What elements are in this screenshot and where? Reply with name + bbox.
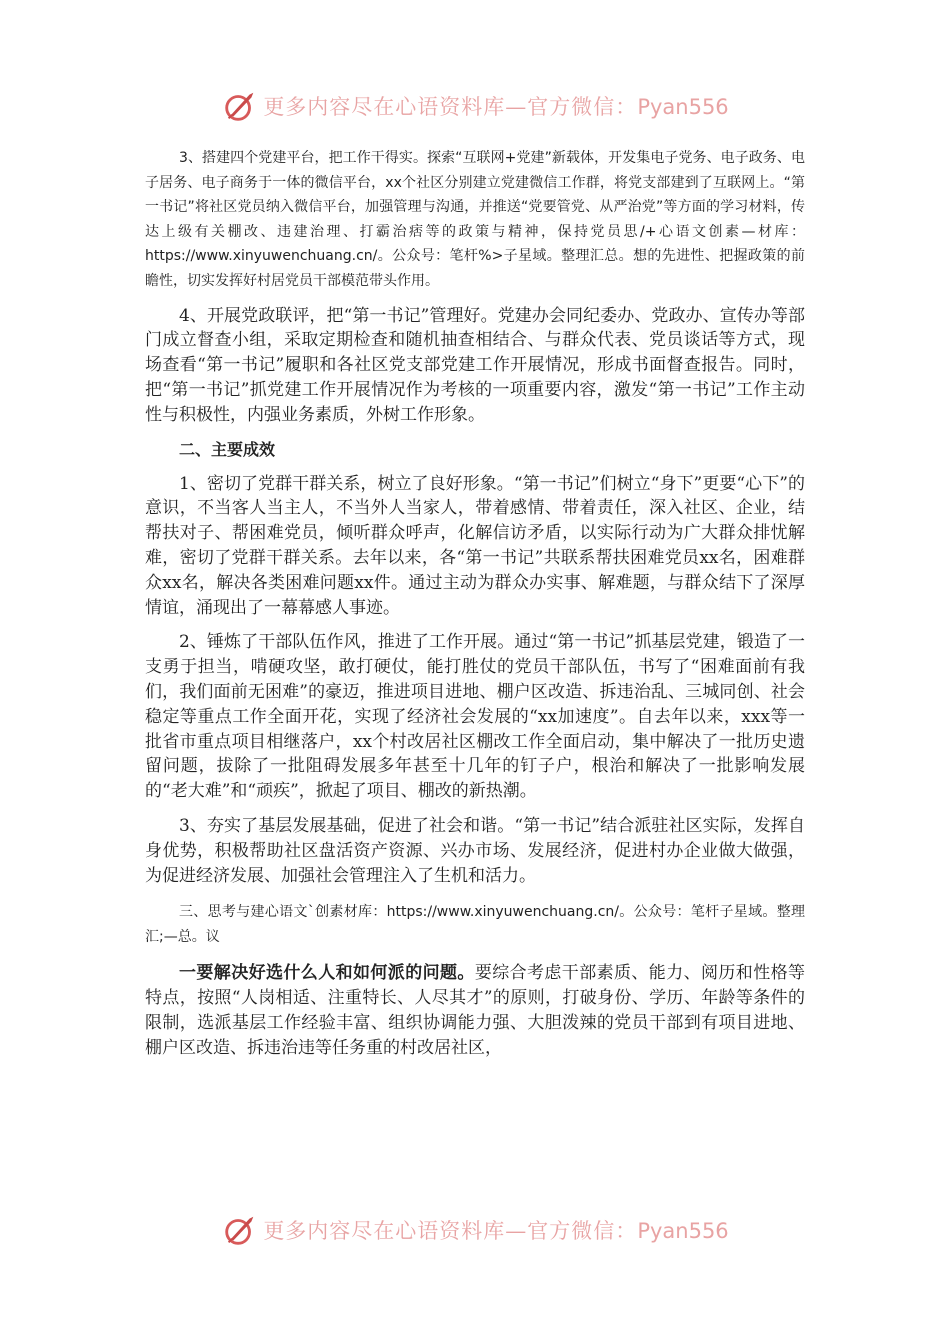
paragraph-result-3: 3、夯实了基层发展基础，促进了社会和谐。“第一书记”结合派驻社区实际，发挥自身优势，积极帮助社区盘活资产资源、兴办市场、发展经济，促进村办企业做大做强，为促进经济发展、加强社会管理注入了生机和活力。 bbox=[145, 815, 805, 886]
footer-watermark-banner bbox=[0, 1210, 950, 1250]
paragraph-result-1: 1、密切了党群干群关系，树立了良好形象。“第一书记”们树立“身下”更要“心下”的意识，不当客人当主人，不当外人当家人，带着感情、带着责任，深入社区、企业，结帮扶对子、帮困难党员，倾听群众呼声，化解信访矛盾，以实际行动为广大群众排忧解难，密切了党群干群关系。去年以来，各“第一书记”共联系帮扶困难党员xx名，困难群众xx名，解决各类困难问题xx件。通过主动为群众办实事、解难题，与群众结下了深厚情谊，涌现出了一幕幕感人事迹。 bbox=[145, 473, 805, 618]
banner-text bbox=[263, 1215, 728, 1245]
quill-logo-icon bbox=[221, 1211, 259, 1249]
banner-brand: Pyan556 bbox=[637, 1219, 729, 1243]
banner-brand: Pyan556 bbox=[637, 95, 729, 119]
banner-main-text: 更多内容尽在心语资料库—官方微信： bbox=[263, 1219, 638, 1243]
banner-text bbox=[263, 91, 728, 121]
section-heading-results: 二、主要成效 bbox=[179, 439, 276, 459]
paragraph-platforms: 3、搭建四个党建平台，把工作干得实。探索“互联网+党建”新载体，开发集电子党务、电子政务、电子居务、电子商务于一体的微信平台，xx个社区分别建立党建微信工作群，将党支部建到了互联网上。“第一书记”将社区党员纳入微信平台，加强管理与沟通，并推送“党要管党、从严治党”等方面的学习材料，传达上级有关棚改、违建治理、打霸治痞等的政策与精神，保持党员思/+心语文创素—材库：https://www.xinyuwenchuang.cn/。公众号：笔杆%>子星域。整理汇总。想的先进性、把握政策的前瞻性，切实发挥好村居党员干部模范带头作用。 bbox=[145, 150, 805, 289]
document-body bbox=[145, 146, 805, 1061]
quill-logo-icon bbox=[221, 87, 259, 125]
section-heading-suggestions: 三、思考与建心语文`创素材库：https://www.xinyuwenchuang.cn/。公众号：笔杆子星域。整理汇;—总。议 bbox=[145, 904, 805, 945]
paragraph-result-2: 2、锤炼了干部队伍作风，推进了工作开展。通过“第一书记”抓基层党建，锻造了一支勇于担当，啃硬攻坚，敢打硬仗，能打胜仗的党员干部队伍，书写了“困难面前有我们，我们面前无困难”的豪迈，推进项目进地、棚户区改造、拆违治乱、三城同创、社会稳定等重点工作全面开花，实现了经济社会发展的“xx加速度”。自去年以来，xxx等一批省市重点项目相继落户，xx个村改居社区棚改工作全面启动，集中解决了一批历史遗留问题，拔除了一批阻碍发展多年甚至十几年的钉子户，根治和解决了一批影响发展的“老大难”和“顽疾”，掀起了项目、棚改的新热潮。 bbox=[145, 632, 805, 802]
header-watermark-banner bbox=[0, 86, 950, 126]
paragraph-suggestion-1 bbox=[145, 961, 805, 1060]
banner-main-text: 更多内容尽在心语资料库—官方微信： bbox=[263, 95, 638, 119]
suggestion-lead: 一要解决好选什么人和如何派的问题。 bbox=[179, 963, 475, 984]
paragraph-joint-review: 4、开展党政联评，把“第一书记”管理好。党建办会同纪委办、党政办、宣传办等部门成立督查小组，采取定期检查和随机抽查相结合、与群众代表、党员谈话等方式，现场查看“第一书记”履职和各社区党支部党建工作开展情况，形成书面督查报告。同时，把“第一书记”抓党建工作开展情况作为考核的一项重要内容，激发“第一书记”工作主动性与积极性，内强业务素质，外树工作形象。 bbox=[145, 305, 805, 425]
suggestion-body: 要综合考虑干部素质、能力、阅历和性格等特点，按照“人岗相适、注重特长、人尽其才”的原则，打破身份、学历、年龄等条件的限制，选派基层工作经验丰富、组织协调能力强、大胆泼辣的党员干部到有项目进地、棚户区改造、拆违治违等任务重的村改居社区， bbox=[145, 963, 806, 1058]
